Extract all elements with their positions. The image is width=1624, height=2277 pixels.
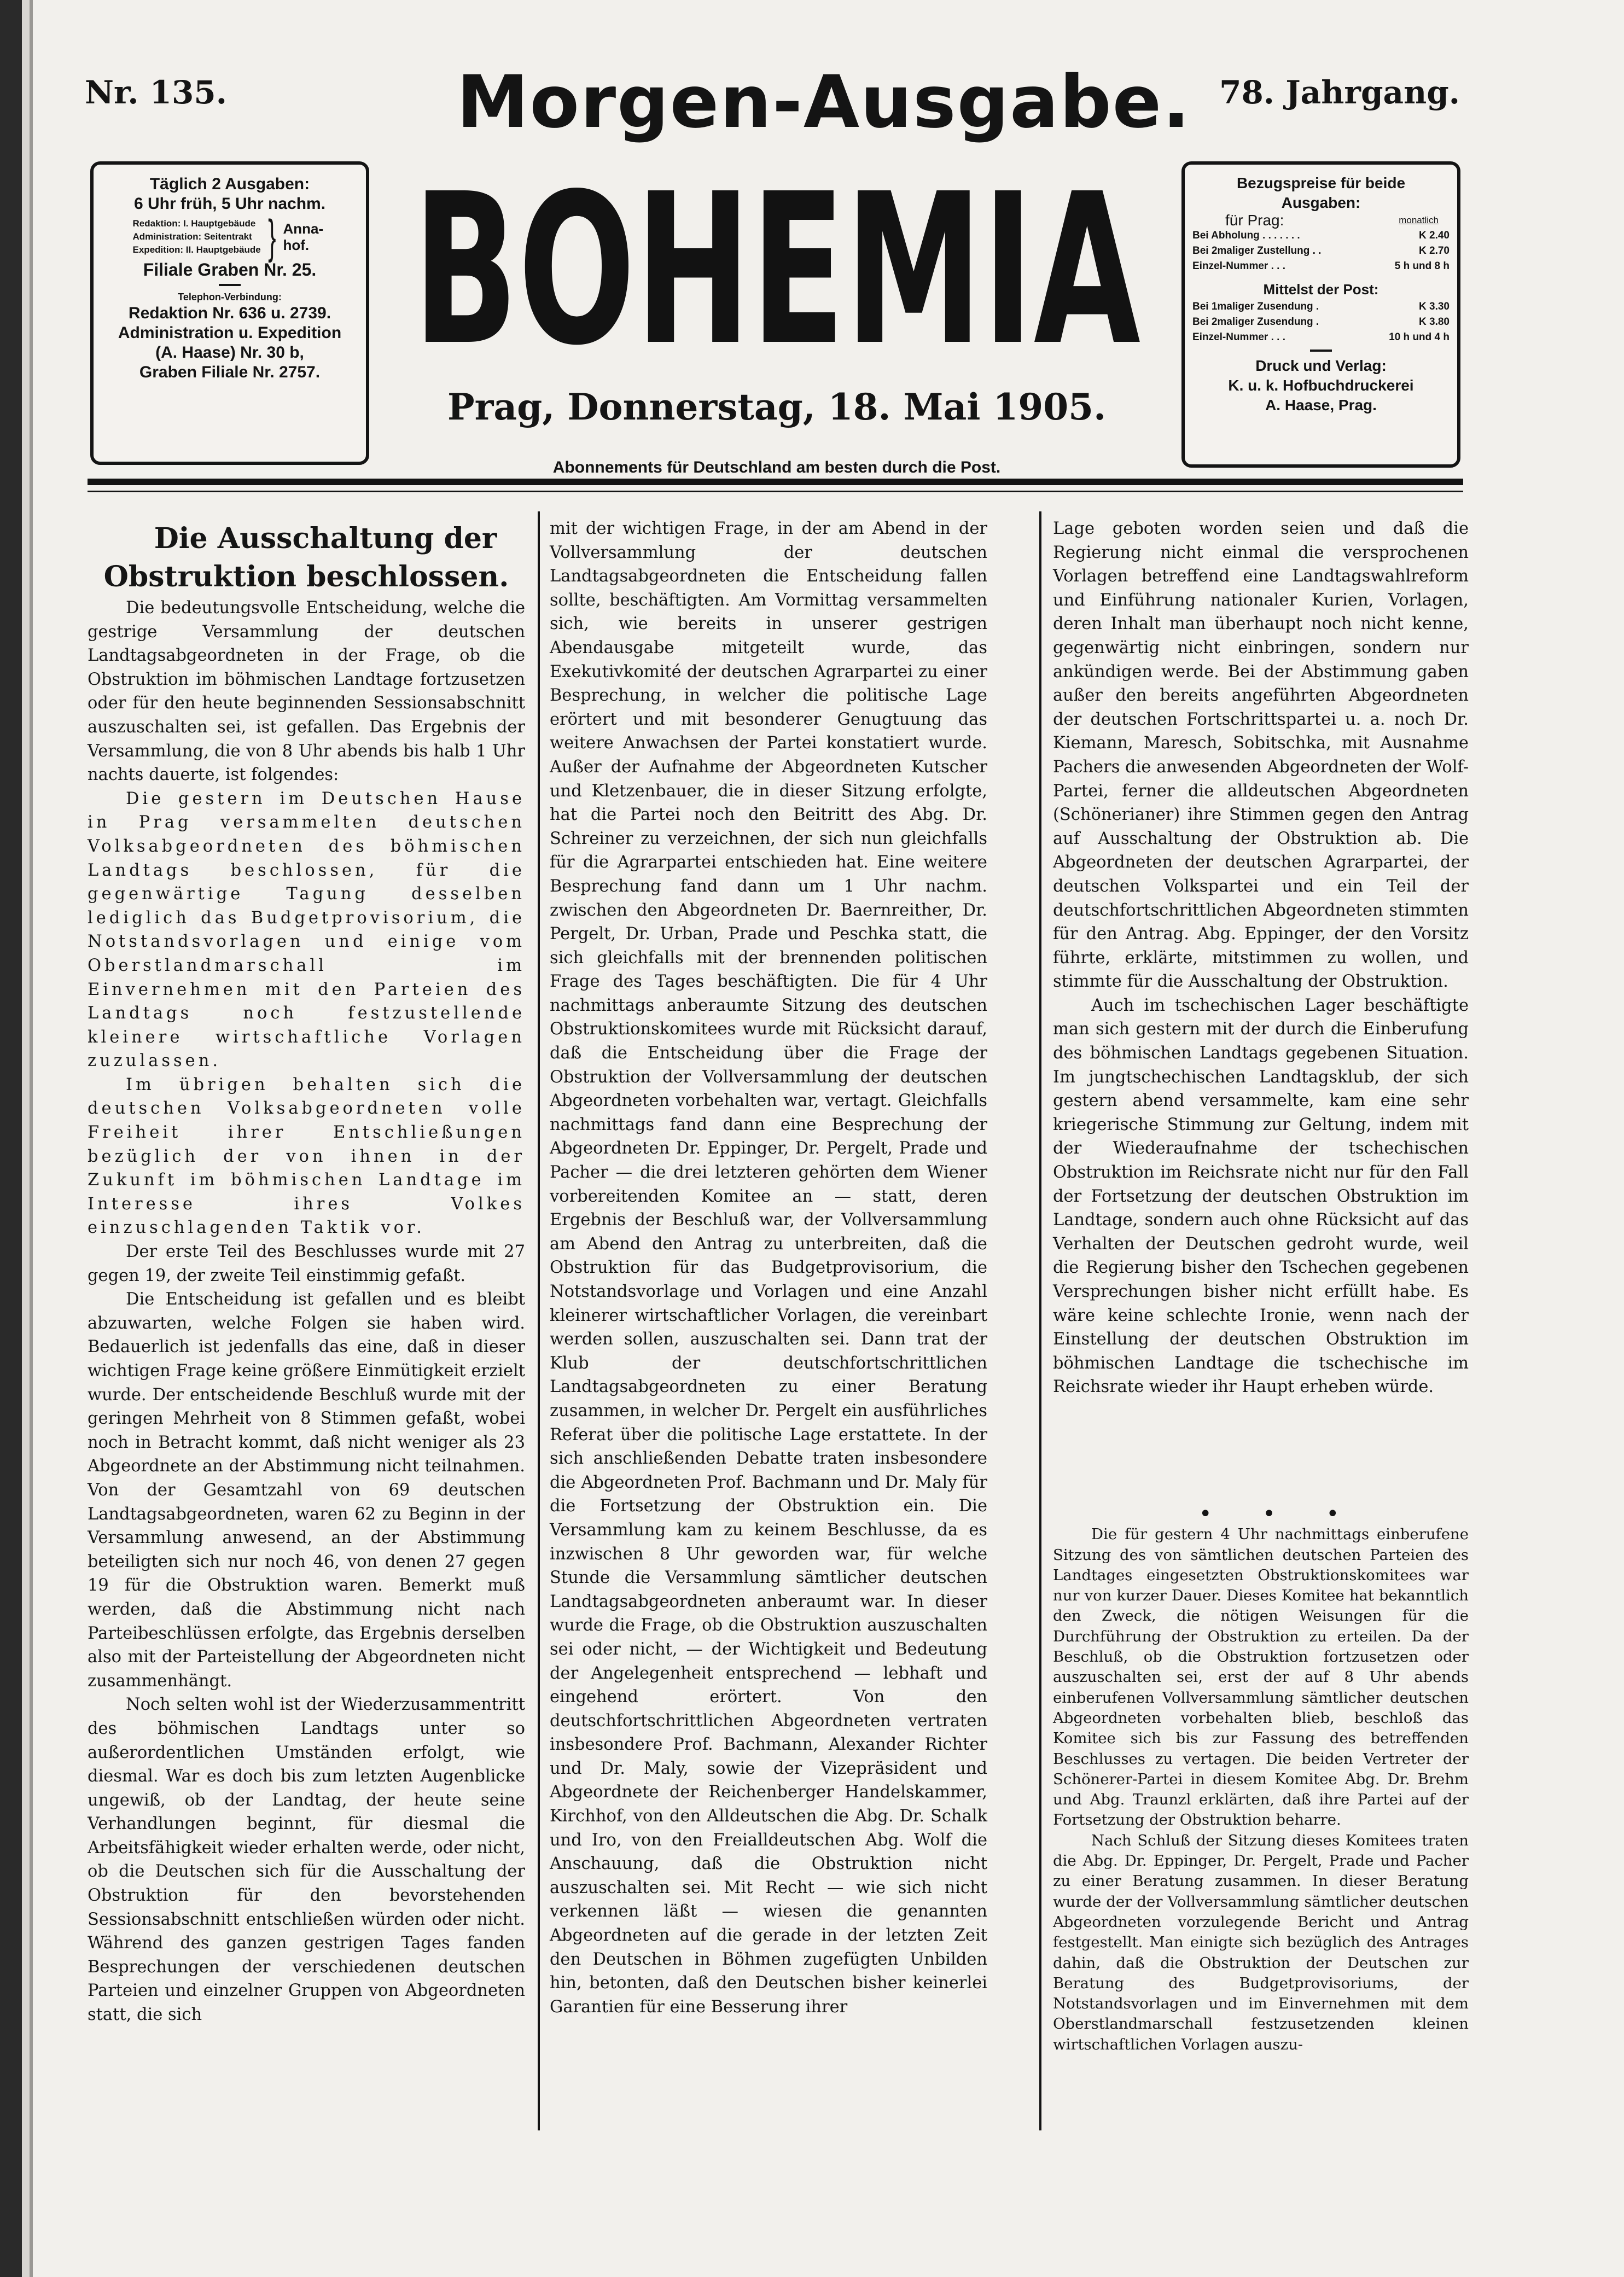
publisher-place: A. Haase, Prag. xyxy=(1265,397,1377,414)
price-label: Bei 1maliger Zusendung . xyxy=(1192,301,1319,312)
office-administration: Administration: Seitentrakt xyxy=(132,231,252,242)
section-separator: • • • xyxy=(1198,1501,1361,1527)
paragraph: Auch im tschechischen Lager beschäftigte man sich gestern mit der durch die Einberufung des böhmischen Landtags gegebenen Situation. Im jungtschechischen Landtagsklub, der sich gestern abend versammelte, kam eine sehr kriegerische Stimmung zur Geltung, indem mit der Wiederaufnahme der tschechischen Obstruktion im Reichsrate nicht nur für den Fall der Fortsetzung der deutschen Obstruktion im Landtage, sondern auch ohne Rücksicht auf das Verhalten der Deutschen gedroht wurde, weil die Regierung bisher den Tschechen gegebenen Versprechungen bisher nicht erfüllt habe. Es wäre keine schlechte Ironie, wenn nach der Einstellung der deutschen Obstruktion im böhmischen Landtage die tschechische im Reichsrate wieder ihr Haupt erheben würde. xyxy=(1053,995,1469,1397)
scan-edge-shadow xyxy=(30,0,33,2277)
office-redaktion: Redaktion: I. Hauptgebäude xyxy=(132,218,256,229)
paragraph: Nach Schluß der Sitzung dieses Komitees traten die Abg. Dr. Eppinger, Dr. Pergelt, Prade und Pacher zu einer Beratung zusammen. In dieser Beratung wurde der der Vollversammlung sämtlicher deutschen Abgeordneten vorzulegende Bericht und Antrag festgestellt. Man einigte sich bezüglich des Antrages dahin, daß die Obstruktion der Deutschen zur Beratung des Budgetprovisoriums, der Notstandsvorlagen und im Einvernehmen mit dem Oberstlandmarschall festzusetzenden kleinen wirtschaftlichen Vorlagen auszu- xyxy=(1053,1831,1469,2053)
publisher-label: Druck und Verlag: xyxy=(1255,357,1387,374)
telephone-label: Telephon-Verbindung: xyxy=(178,292,282,302)
offices-block xyxy=(101,211,358,263)
edition-title: Morgen-Ausgabe. xyxy=(457,60,1191,144)
price-label: Bei 2maliger Zustellung . . xyxy=(1192,245,1322,257)
column-divider xyxy=(1039,511,1041,2130)
monthly-label: monatlich xyxy=(1399,215,1439,225)
editions-line: Täglich 2 Ausgaben: xyxy=(149,175,310,193)
price-value: K 3.30 xyxy=(1419,301,1450,312)
price-label: Bei 2maliger Zusendung . xyxy=(1192,316,1319,328)
price-label: Einzel-Nummer . . . xyxy=(1192,260,1285,272)
prag-row xyxy=(1192,213,1450,228)
paragraph: Noch selten wohl ist der Wiederzusammentritt des böhmischen Landtags unter so außerordentlichen Umständen erfolgt, wie diesmal. War es doch bis zum letzten Augenblicke ungewiß, ob der Landtag, der heute seine Verhandlungen beginnt, für diesmal die Arbeitsfähigkeit wieder erhalten werde, oder nicht, ob die Deutschen sich für die Ausschaltung der Obstruktion für den bevorstehenden Sessionsabschnitt entschließen würden oder nicht. Während des ganzen gestrigen Tages fanden Besprechungen der verschiedenen deutschen Parteien und einzelner Gruppen von Abgeordneten statt, die sich xyxy=(88,1695,525,2025)
volume-year: 78. Jahrgang. xyxy=(1219,74,1460,111)
scan-edge xyxy=(0,0,22,2277)
telephone-line-4: Graben Filiale Nr. 2757. xyxy=(139,363,321,381)
column-divider xyxy=(538,511,540,2130)
article-column-2 xyxy=(550,517,987,2019)
article-headline: Die Ausschaltung der Obstruktion beschlossen. xyxy=(103,522,509,593)
price-row xyxy=(1192,228,1450,243)
price-label: Einzel-Nummer . . . xyxy=(1192,331,1285,343)
price-row xyxy=(1192,243,1450,259)
paragraph: Die für gestern 4 Uhr nachmittags einberufene Sitzung des von sämtlichen deutschen Parteien des Landtages eingesetzten Obstruktionskomitees war nur von kurzer Dauer. Dieses Komitee hat bekanntlich den Zweck, die nötigen Weisungen für die Durchführung der Obstruktion zu erteilen. Da der Beschluß, ob die Obstruktion fortzusetzen oder auszuschalten sei, erst der auf 8 Uhr abends einberufenen Vollversammlung sämtlicher deutschen Abgeordneten vorbehalten blieb, beschloß das Komitee sich bis zur Fassung des betreffenden Beschlusses zu vertagen. Die beiden Vertreter der Schönerer-Partei in diesem Komitee Abg. Dr. Brehm und Abg. Traunzl erklärten, daß ihre Partei auf der Fortsetzung der Obstruktion beharre. xyxy=(1053,1525,1469,1829)
dateline: Prag, Donnerstag, 18. Mai 1905. xyxy=(447,386,1107,428)
office-expedition: Expedition: II. Hauptgebäude xyxy=(132,244,261,255)
price-value: 10 h und 4 h xyxy=(1389,331,1450,343)
price-label: Bei Abholung . . . . . . . xyxy=(1192,230,1300,241)
resolution-paragraph: Die gestern im Deutschen Hause in Prag versammelten deutschen Volksabgeordneten des böhmischen Landtags beschlossen, für die gegenwärtige Tagung desselben lediglich das Budgetprovisorium, die Notstandsvorlagen und einige vom Oberstlandmarschall im Einvernehmen mit den Parteien des Landtags noch festzustellende kleinere wirtschaftliche Vorlagen zuzulassen. xyxy=(88,789,525,1071)
branch-office: Filiale Graben Nr. 25. xyxy=(143,260,317,279)
post-label: Mittelst der Post: xyxy=(1263,281,1379,298)
scan-edge-light xyxy=(22,0,30,2277)
price-value: K 2.70 xyxy=(1419,245,1450,257)
telephone-line-1: Redaktion Nr. 636 u. 2739. xyxy=(128,304,331,322)
editions-times: 6 Uhr früh, 5 Uhr nachm. xyxy=(133,195,326,213)
resolution-paragraph: Im übrigen behalten sich die deutschen Volksabgeordneten volle Freiheit ihrer Entschließungen bezüglich der von ihnen in der Zukunft im böhmischen Landtage im Interesse ihres Volkes einzuschlagenden Taktik vor. xyxy=(88,1075,525,1238)
divider xyxy=(219,284,241,286)
brace-icon: } xyxy=(267,211,276,263)
price-row xyxy=(1192,259,1450,274)
issue-number: Nr. 135. xyxy=(85,74,227,111)
paragraph: Der erste Teil des Beschlusses wurde mit 27 gegen 19, der zweite Teil einstimmig gefaßt. xyxy=(88,1242,525,1285)
paragraph: Die bedeutungsvolle Entscheidung, welche die gestrige Versammlung der deutschen Landtagsabgeordneten in der Frage, ob die Obstruktion im böhmischen Landtage fortzusetzen oder für den heute beginnenden Sessionsabschnitt auszuschalten sei, ist gefallen. Das Ergebnis der Versammlung, die von 8 Uhr abends bis halb 1 Uhr nachts dauerte, ist folgendes: xyxy=(88,598,525,785)
masthead-logo xyxy=(394,153,1160,361)
prices-box xyxy=(1181,161,1460,468)
publisher-name: K. u. k. Hofbuchdruckerei xyxy=(1228,377,1414,394)
paragraph: Lage geboten worden seien und daß die Regierung nicht einmal die versprochenen Vorlagen betreffend eine Landtagswahlreform und Einführung nationaler Kurien, Vorlagen, deren Inhalt man überhaupt noch nicht kenne, gegenwärtig nicht einbringen, sondern nur ankündigen werde. Bei der Abstimmung gaben außer den bereits angeführten Abgeordneten der deutschen Fortschrittspartei u. a. noch Dr. Kiemann, Maresch, Sobitschka, mit Ausnahme Pachers die anwesenden Abgeordneten der Wolf-Partei, ferner die alldeutschen Abgeordneten (Schönerianer) ihre Stimmen gegen den Antrag auf Ausschaltung der Obstruktion ab. Die Abgeordneten der deutschen Agrarpartei, der deutschen Volkspartei und ein Teil der deutschfortschrittlichen Abgeordneten stimmten für den Antrag. Abg. Eppinger, der den Vorsitz führte, erklärte, mitstimmen zu wollen, und stimmte für die Ausschaltung der Obstruktion. xyxy=(1053,519,1469,992)
price-row xyxy=(1192,330,1450,345)
contact-info-box xyxy=(90,161,369,465)
divider xyxy=(1310,350,1332,352)
telephone-line-3: (A. Haase) Nr. 30 b, xyxy=(155,343,304,362)
price-value: K 3.80 xyxy=(1419,316,1450,328)
price-value: 5 h und 8 h xyxy=(1394,260,1450,272)
prag-label: für Prag: xyxy=(1225,212,1284,229)
prices-subtitle: Ausgaben: xyxy=(1281,194,1361,211)
price-value: K 2.40 xyxy=(1419,230,1450,241)
header-rule xyxy=(88,479,1463,485)
paragraph: Die Entscheidung ist gefallen und es bleibt abzuwarten, welche Folgen sie haben wird. Bedauerlich ist jedenfalls das eine, daß in dieser wichtigen Frage keine größere Einmütigkeit erzielt wurde. Der entscheidende Beschluß wurde mit der geringen Mehrheit von 8 Stimmen gefaßt, wobei noch in Betracht kommt, daß nicht weniger als 23 Abgeordnete an der Abstimmung nicht teilnahmen. Von der Gesamtzahl von 69 deutschen Landtagsabgeordneten, waren 62 zu Beginn in der Versammlung anwesend, an der Abstimmung beteiligten sich nur noch 46, von denen 27 gegen 19 für die Obstruktion waren. Bemerkt muß werden, daß die Abstimmung nicht nach Parteibeschlüssen erfolgte, das Ergebnis derselben also mit der Parteistellung der Abgeordneten nicht zusammenhängt. xyxy=(88,1290,525,1691)
masthead-title: BOHEMIA xyxy=(413,153,1142,361)
article-column-3-lower xyxy=(1053,1501,1469,2055)
paragraph: mit der wichtigen Frage, in der am Abend in der Vollversammlung der deutschen Landtagsabgeordneten die Entscheidung fallen sollte, beschäftigten. Am Vormittag versammelten sich, wie bereits in unserer gestrigen Abendausgabe mitgeteilt wurde, das Exekutivkomité der deutschen Agrarpartei zu einer Besprechung, in welcher die politische Lage erörtert und mit besonderer Genugtuung das weitere Anwachsen der Partei konstatiert wurde. Außer der Aufnahme der Abgeordneten Kutscher und Kletzenbauer, die in dieser Sitzung erfolgte, hat die Partei noch den Beitritt des Abg. Dr. Schreiner zu verzeichnen, der sich nun gleichfalls für die Agrarpartei entschieden hat. Eine weitere Besprechung fand dann um 1 Uhr nachm. zwischen den Abgeordneten Dr. Baernreither, Dr. Pergelt, Dr. Urban, Prade und Peschka statt, die sich gleichfalls mit der brennenden politischen Frage des Tages beschäftigten. Die für 4 Uhr nachmittags anberaumte Sitzung des deutschen Obstruktionskomitees wurde mit Rücksicht darauf, daß die Entscheidung über die Frage der Obstruktion der Vollversammlung der deutschen Abgeordneten vorbehalten war, vertagt. Gleichfalls nachmittags fand dann eine Besprechung der Abgeordneten Dr. Eppinger, Dr. Pergelt, Prade und Pacher — die drei letzteren gehörten dem Wiener vorbereitenden Komitee an — statt, deren Ergebnis der Beschluß war, der Vollversammlung am Abend den Antrag zu unterbreiten, daß die Obstruktion für das Budgetprovisorium, die Notstandsvorlage und Vorlagen und eine Anzahl kleinerer wirtschaftlicher Vorlagen, die vereinbart werden sollen, auszuschalten sei. Dann trat der Klub der deutschfortschrittlichen Landtagsabgeordneten zu einer Beratung zusammen, in welcher Dr. Pergelt ein ausführliches Referat über die politische Lage erstattete. In der sich anschließenden Debatte traten insbesondere die Abgeordneten Prof. Bachmann und Dr. Maly für die Fortsetzung der Obstruktion ein. Die Versammlung kam zu keinem Beschlusse, da es inzwischen 8 Uhr geworden war, für welche Stunde die Versammlung sämtlicher deutschen Landtagsabgeordneten anberaumt war. In dieser wurde die Frage, ob die Obstruktion auszuschalten sei oder nicht, — der Wichtigkeit und Bedeutung der Angelegenheit entsprechend — lebhaft und eingehend erörtert. Von den deutschfortschrittlichen Abgeordneten vertraten insbesondere Prof. Bachmann, Alexander Richter und Dr. Maly, sowie der Vizepräsident und Abgeordnete der Reichenberger Handelskammer, Kirchhof, von den Alldeutschen die Abg. Dr. Schalk und Iro, von den Freialldeutschen Abg. Wolf die Anschauung, daß die Obstruktion nicht auszuschalten sei. Mit Recht — wie sich nicht verkennen läßt — wiesen die genannten Abgeordneten auf die gerade in der letzten Zeit den Deutschen in Böhmen zugefügten Unbilden hin, betonten, daß den Deutschen bisher keinerlei Garantien für eine Besserung ihrer xyxy=(550,519,987,2017)
header-rule-thin xyxy=(88,491,1463,492)
annahof-label: Anna-hof. xyxy=(283,220,324,253)
price-row xyxy=(1192,299,1450,315)
subscription-note: Abonnements für Deutschland am besten durch die Post. xyxy=(394,458,1160,477)
price-row xyxy=(1192,315,1450,330)
article-column-3 xyxy=(1053,517,1469,1399)
telephone-line-2: Administration u. Expedition xyxy=(118,324,342,342)
article-column-1 xyxy=(88,520,525,2027)
prices-title: Bezugspreise für beide xyxy=(1236,174,1406,191)
